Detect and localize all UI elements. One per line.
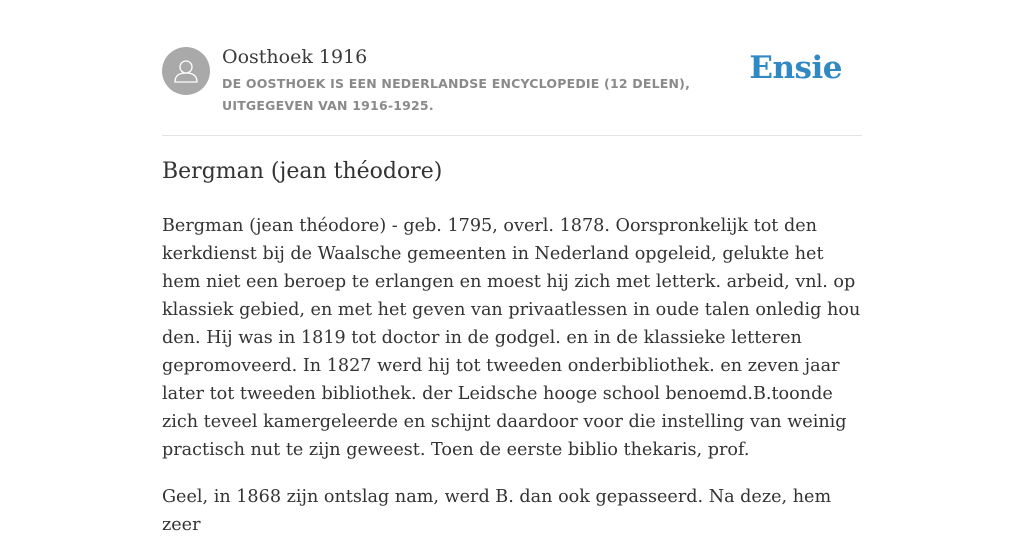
source-header [162, 0, 862, 136]
user-silhouette-icon [162, 47, 210, 95]
ensie-logo[interactable]: Ensie [749, 50, 842, 86]
article-title: Bergman (jean théodore) [162, 159, 443, 184]
article-paragraph: Geel, in 1868 zijn ontslag nam, werd B. dan ook gepasseerd. Na deze, hem zeer [162, 487, 832, 535]
source-avatar[interactable] [162, 47, 210, 95]
article-paragraph: Bergman (jean théodore) - geb. 1795, overl. 1878. Oorspronkelijk tot den kerkdienst bij de Waalsche gemeenten in Nederland opgeleid, gelukte het hem niet een beroep te erlangen en moest hij zich met letterk. arbeid, vnl. op klassiek gebied, en met het geven van privaatlessen in oude talen onledig hou den. Hij was in 1819 tot doctor in de godgel. en in de klassieke letteren gepromoveerd. In 1827 werd hij tot tweeden onderbibliothek. en zeven jaar later tot tweeden bibliothek. der Leidsche hooge school benoemd.B.toonde zich teveel kamergeleerde en schijnt daardoor voor die instelling van weinig practisch nut te zijn geweest. Toen de eerste biblio thekaris, prof. [162, 216, 861, 460]
source-description: DE OOSTHOEK IS EEN NEDERLANDSE ENCYCLOPEDIE (12 DELEN), UITGEGEVEN VAN 1916-1925. [222, 76, 691, 113]
article-body [162, 212, 862, 558]
page [162, 0, 862, 535]
source-name[interactable]: Oosthoek 1916 [222, 46, 368, 68]
